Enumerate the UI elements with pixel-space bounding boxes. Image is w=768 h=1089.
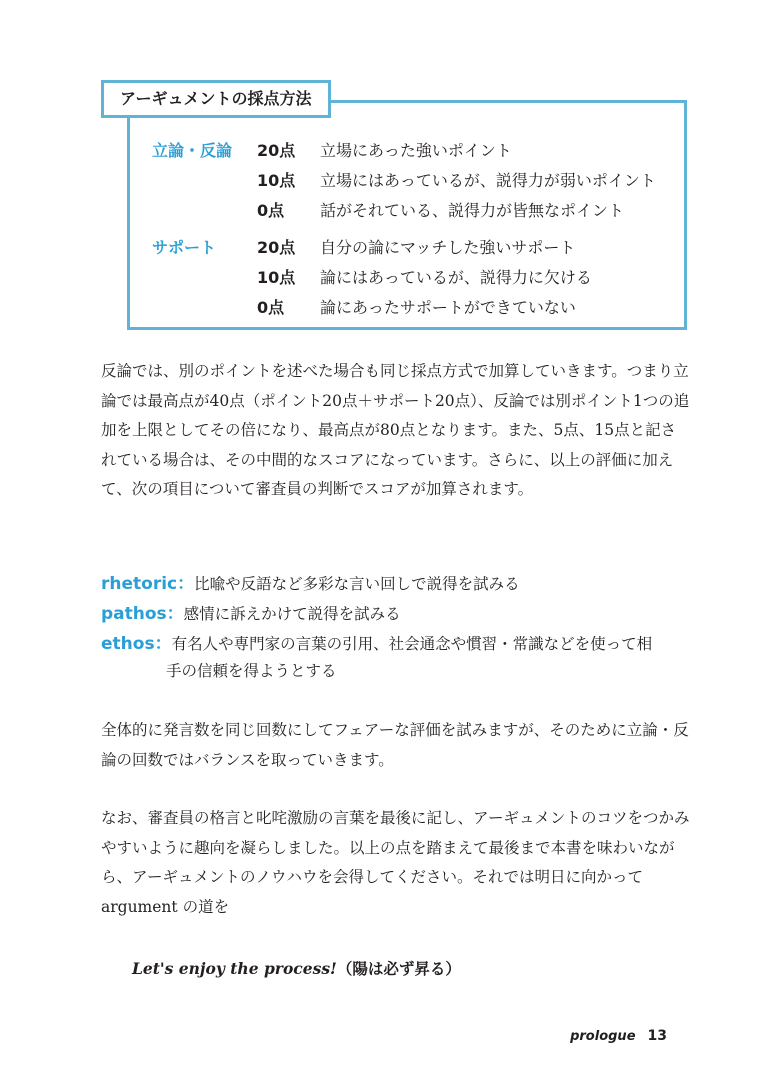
score-label: 20点 [257, 238, 296, 257]
term-name: pathos [101, 604, 167, 624]
score-label: 20点 [257, 141, 296, 160]
category-rebuttal: 立論・反論 [152, 141, 233, 160]
score-label: 10点 [257, 171, 296, 190]
body-paragraph: なお、審査員の格言と叱咤激励の言葉を最後に記し、アーギュメントのコツをつかみやすいように趣向を凝らしました。以上の点を踏まえて最後まで本書を味わいながら、アーギュメントのノウハウを会得してください。それでは明日に向かって argument の道を [101, 809, 690, 916]
term-description: 有名人や専門家の言葉の引用、社会通念や慣習・常識などを使って相 [171, 635, 653, 653]
score-description: 自分の論にマッチした強いサポート [320, 238, 576, 257]
score-label: 10点 [257, 268, 296, 287]
term-name: ethos [101, 634, 155, 654]
score-label: 0点 [257, 298, 285, 317]
term-ethos [101, 629, 652, 654]
section-name: prologue [570, 1029, 636, 1044]
closing-japanese: （陽は必ず昇る） [336, 959, 461, 978]
scoring-box-title: アーギュメントの採点方法 [101, 80, 331, 118]
term-pathos [101, 599, 401, 624]
page-number: 13 [647, 1028, 667, 1044]
term-separator: ： [177, 574, 195, 594]
term-description: 感情に訴えかけて説得を試みる [183, 605, 401, 623]
score-label: 0点 [257, 201, 285, 220]
term-description-continued: 手の信頼を得ようとする [166, 662, 337, 680]
term-separator: ： [166, 604, 184, 624]
score-description: 立場にはあっているが、説得力が弱いポイント [320, 171, 656, 190]
closing-phrase [132, 957, 461, 979]
term-rhetoric [101, 569, 520, 594]
score-description: 話がそれている、説得力が皆無なポイント [320, 201, 625, 220]
score-description: 論にあったサポートができていない [320, 298, 576, 317]
category-support: サポート [152, 238, 217, 257]
score-description: 立場にあった強いポイント [320, 141, 512, 160]
body-paragraph: 全体的に発言数を同じ回数にしてフェアーな評価を試みますが、そのために立論・反論の回数ではバランスを取っていきます。 [101, 721, 689, 769]
page-footer [570, 1028, 667, 1044]
body-paragraph: 反論では、別のポイントを述べた場合も同じ採点方式で加算していきます。つまり立論では最高点が40点（ポイント20点＋サポート20点）、反論では別ポイント1つの追加を上限としてその倍になり、最高点が80点となります。また、5点、15点と記されている場合は、その中間的なスコアになっています。さらに、以上の評価に加えて、次の項目について審査員の判断でスコアが加算されます。 [101, 362, 690, 498]
term-description: 比喩や反語など多彩な言い回しで説得を試みる [194, 575, 520, 593]
score-description: 論にはあっているが、説得力に欠ける [320, 268, 592, 287]
term-name: rhetoric [101, 574, 178, 594]
closing-english: Let's enjoy the process! [132, 959, 337, 978]
term-separator: ： [154, 634, 172, 654]
